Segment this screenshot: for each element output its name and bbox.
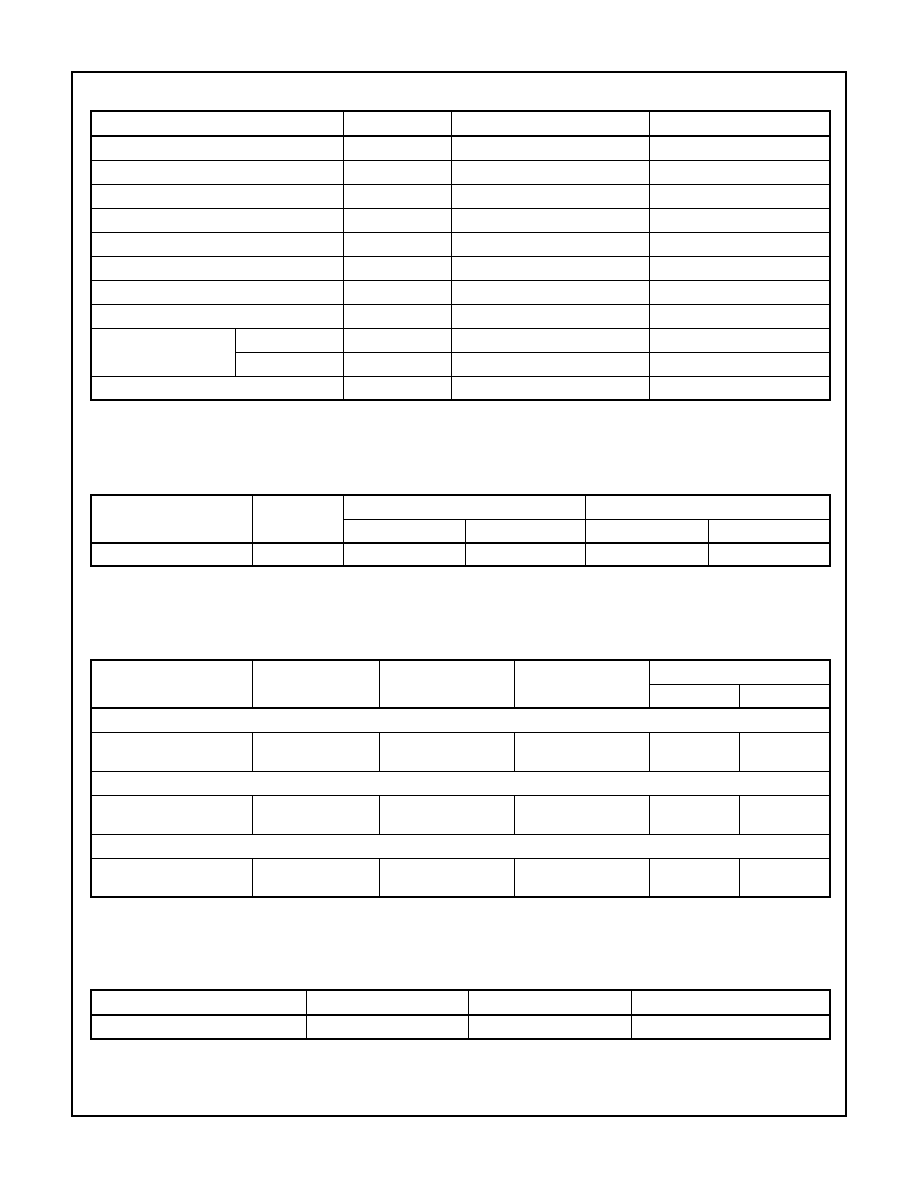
table-cell bbox=[451, 232, 649, 256]
table-3-header-cell bbox=[514, 660, 649, 708]
table-3 bbox=[90, 659, 831, 898]
table-cell bbox=[343, 232, 451, 256]
table-cell bbox=[514, 795, 649, 834]
table-2-group-header bbox=[343, 495, 585, 519]
table-row bbox=[91, 160, 830, 184]
table-cell bbox=[91, 208, 343, 232]
table-3-group-header bbox=[649, 660, 830, 684]
table-cell bbox=[708, 543, 830, 566]
table-cell bbox=[91, 304, 343, 328]
table-row bbox=[91, 208, 830, 232]
table-2-header-row bbox=[91, 495, 830, 519]
table-3-subheader-cell bbox=[739, 684, 830, 708]
table-section-label bbox=[91, 708, 830, 732]
table-cell bbox=[649, 136, 830, 160]
table-row bbox=[91, 184, 830, 208]
table-4-header-cell bbox=[631, 990, 830, 1015]
table-cell bbox=[465, 543, 585, 566]
table-3-header-cell bbox=[252, 660, 379, 708]
table-cell bbox=[649, 256, 830, 280]
table-cell bbox=[343, 280, 451, 304]
table-cell bbox=[91, 160, 343, 184]
table-row bbox=[91, 543, 830, 566]
table-cell bbox=[252, 795, 379, 834]
table-cell bbox=[235, 352, 343, 376]
table-cell bbox=[343, 208, 451, 232]
table-section-label bbox=[91, 834, 830, 858]
table-3-header-cell bbox=[379, 660, 514, 708]
table-row bbox=[91, 1015, 830, 1039]
table-cell bbox=[649, 795, 739, 834]
table-cell bbox=[649, 304, 830, 328]
table-row bbox=[91, 232, 830, 256]
table-cell bbox=[739, 795, 830, 834]
table-2-group-header bbox=[585, 495, 830, 519]
table-2-subheader-cell bbox=[343, 519, 465, 543]
table-section-row bbox=[91, 771, 830, 795]
table-cell bbox=[451, 304, 649, 328]
table-2-subheader-cell bbox=[465, 519, 585, 543]
table-cell bbox=[91, 376, 343, 400]
table-4-header-cell bbox=[468, 990, 631, 1015]
table-row bbox=[91, 280, 830, 304]
table-row bbox=[91, 304, 830, 328]
table-cell bbox=[451, 376, 649, 400]
table-cell bbox=[468, 1015, 631, 1039]
table-cell bbox=[343, 136, 451, 160]
table-cell bbox=[649, 160, 830, 184]
table-cell bbox=[91, 858, 252, 897]
table-cell bbox=[649, 232, 830, 256]
table-1-header-cell bbox=[451, 111, 649, 136]
table-2-subheader-cell bbox=[585, 519, 708, 543]
table-2-header-cell bbox=[91, 495, 252, 543]
table-cell bbox=[91, 184, 343, 208]
table-row bbox=[91, 256, 830, 280]
table-cell bbox=[91, 795, 252, 834]
table-cell bbox=[451, 256, 649, 280]
table-3-subheader-cell bbox=[649, 684, 739, 708]
table-3-header-row bbox=[91, 660, 830, 684]
table-cell bbox=[514, 732, 649, 771]
table-cell bbox=[91, 1015, 306, 1039]
table-cell bbox=[343, 328, 451, 352]
table-row bbox=[91, 328, 830, 352]
table-row bbox=[91, 732, 830, 771]
table-1-header-row bbox=[91, 111, 830, 136]
table-cell bbox=[343, 160, 451, 184]
table-cell bbox=[649, 858, 739, 897]
table-cell bbox=[739, 732, 830, 771]
table-2-subheader-cell bbox=[708, 519, 830, 543]
table-cell bbox=[649, 328, 830, 352]
table-cell bbox=[343, 184, 451, 208]
table-cell bbox=[451, 136, 649, 160]
table-cell bbox=[343, 376, 451, 400]
table-row bbox=[91, 858, 830, 897]
table-cell bbox=[343, 256, 451, 280]
table-cell bbox=[343, 304, 451, 328]
table-4 bbox=[90, 989, 831, 1040]
table-cell bbox=[379, 795, 514, 834]
table-1 bbox=[90, 110, 831, 401]
table-2-header-cell bbox=[252, 495, 343, 543]
table-cell bbox=[91, 136, 343, 160]
table-cell bbox=[514, 858, 649, 897]
table-1-header-cell bbox=[91, 111, 343, 136]
table-cell bbox=[379, 732, 514, 771]
table-1-header-cell bbox=[649, 111, 830, 136]
table-cell bbox=[451, 328, 649, 352]
table-cell bbox=[631, 1015, 830, 1039]
table-cell bbox=[306, 1015, 468, 1039]
table-cell bbox=[451, 184, 649, 208]
table-section-row bbox=[91, 834, 830, 858]
table-cell bbox=[91, 232, 343, 256]
table-4-header-cell bbox=[306, 990, 468, 1015]
table-cell bbox=[379, 858, 514, 897]
table-3-header-cell bbox=[91, 660, 252, 708]
table-cell bbox=[649, 208, 830, 232]
table-cell bbox=[451, 280, 649, 304]
table-cell bbox=[343, 543, 465, 566]
table-section-row bbox=[91, 708, 830, 732]
table-cell bbox=[91, 280, 343, 304]
table-cell bbox=[252, 732, 379, 771]
table-row bbox=[91, 136, 830, 160]
table-1-header-cell bbox=[343, 111, 451, 136]
table-cell bbox=[739, 858, 830, 897]
table-cell bbox=[252, 543, 343, 566]
table-cell bbox=[649, 376, 830, 400]
table-cell bbox=[343, 352, 451, 376]
table-cell bbox=[235, 328, 343, 352]
table-4-header-row bbox=[91, 990, 830, 1015]
table-4-header-cell bbox=[91, 990, 306, 1015]
table-row bbox=[91, 795, 830, 834]
table-cell bbox=[91, 543, 252, 566]
table-cell bbox=[585, 543, 708, 566]
table-cell bbox=[252, 858, 379, 897]
table-cell bbox=[91, 732, 252, 771]
table-cell bbox=[649, 732, 739, 771]
table-2 bbox=[90, 494, 831, 567]
table-group-cell bbox=[91, 328, 235, 376]
table-cell bbox=[451, 160, 649, 184]
table-cell bbox=[91, 256, 343, 280]
table-section-label bbox=[91, 771, 830, 795]
table-cell bbox=[451, 352, 649, 376]
table-cell bbox=[451, 208, 649, 232]
table-cell bbox=[649, 184, 830, 208]
table-row bbox=[91, 376, 830, 400]
table-cell bbox=[649, 352, 830, 376]
table-cell bbox=[649, 280, 830, 304]
